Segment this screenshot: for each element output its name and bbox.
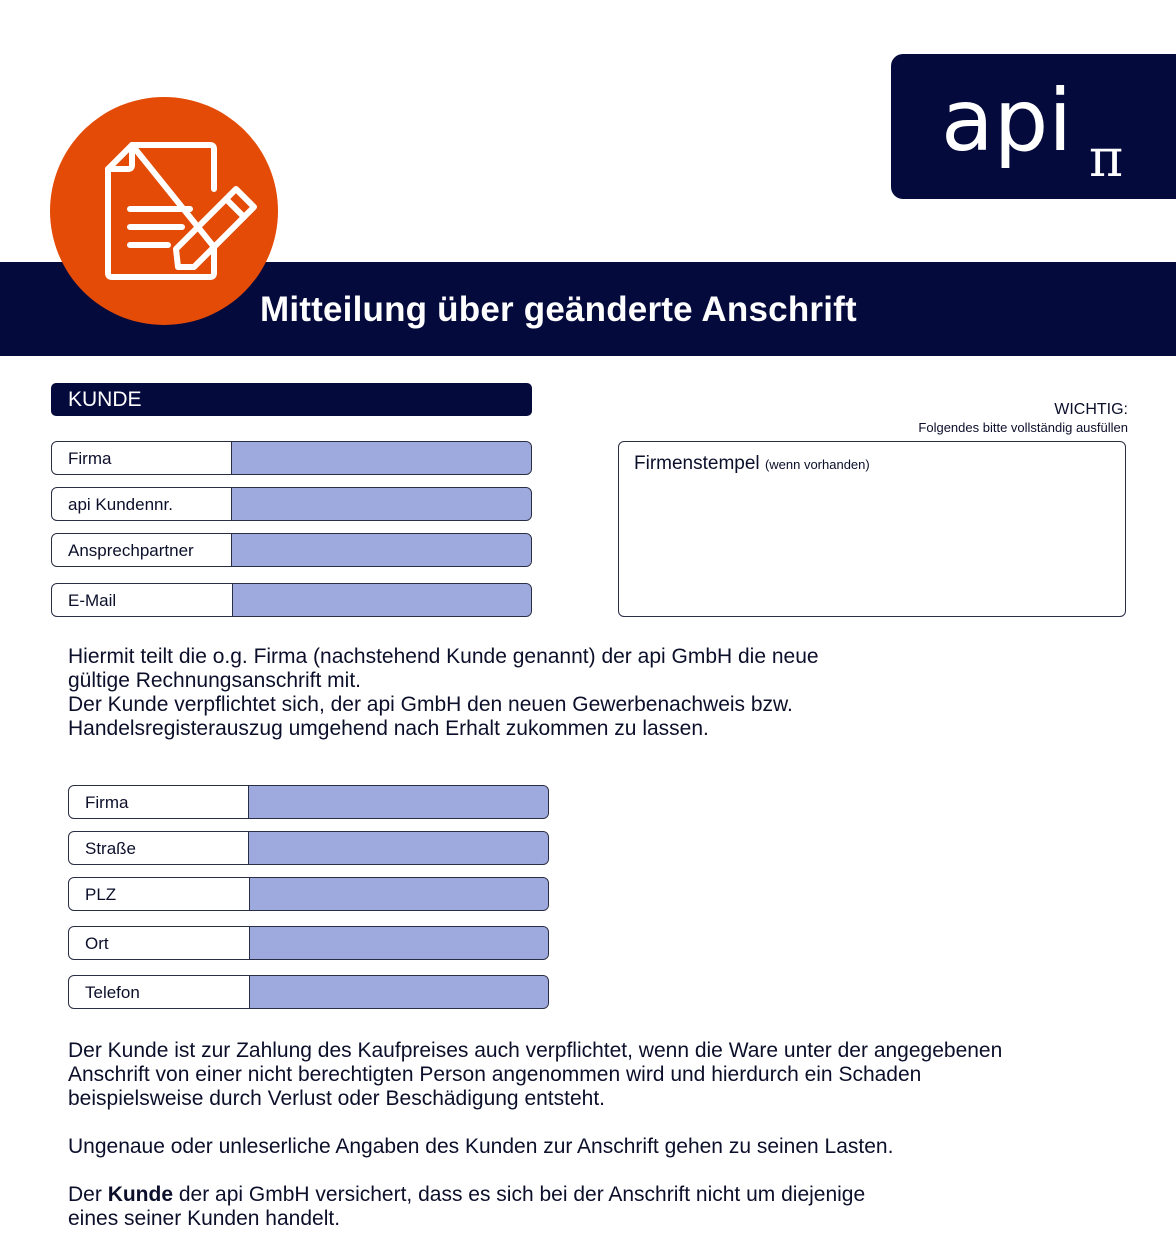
field-label: E-Mail: [68, 591, 117, 610]
city-field: [68, 926, 549, 960]
important-note: Folgendes bitte vollständig ausfüllen: [918, 420, 1128, 435]
address-firma-field: [68, 785, 549, 819]
stamp-title: Firmenstempel: [634, 453, 760, 474]
customer-number-input[interactable]: [231, 487, 532, 521]
customer-firma-field: [51, 441, 532, 475]
intro-line: Handelsregisterauszug umgehend nach Erhalt zukommen zu lassen.: [68, 717, 709, 740]
terms-line: eines seiner Kunden handelt.: [68, 1207, 341, 1230]
email-field: [51, 583, 532, 617]
terms-paragraph-3: [68, 1183, 865, 1231]
phone-field: [68, 975, 549, 1009]
intro-line: gültige Rechnungsanschrift mit.: [68, 669, 361, 692]
api-logo: [891, 54, 1176, 199]
stamp-label: [634, 453, 870, 475]
intro-line: Der Kunde verpflichtet sich, der api GmbH den neuen Gewerbenachweis bzw.: [68, 693, 793, 716]
company-stamp-box[interactable]: [618, 441, 1126, 617]
field-label: Firma: [85, 793, 129, 812]
logo-symbol: π: [1089, 129, 1124, 189]
page-title: Mitteilung über geänderte Anschrift: [260, 290, 857, 329]
terms-bold-text: Kunde: [107, 1183, 174, 1206]
terms-line: beispielsweise durch Verlust oder Beschädigung entsteht.: [68, 1087, 605, 1110]
terms-paragraph-2: Ungenaue oder unleserliche Angaben des Kunden zur Anschrift gehen zu seinen Lasten.: [68, 1135, 894, 1158]
contact-person-input[interactable]: [231, 533, 532, 567]
terms-line: [68, 1183, 865, 1207]
customer-firma-input[interactable]: [231, 441, 532, 475]
field-label: Straße: [85, 839, 137, 858]
field-label: api Kundennr.: [68, 495, 173, 514]
field-label: PLZ: [85, 885, 117, 904]
stamp-hint: (wenn vorhanden): [764, 457, 870, 472]
field-label: Telefon: [85, 983, 140, 1002]
intro-paragraph: [68, 645, 819, 741]
street-field: [68, 831, 549, 865]
customer-number-field: [51, 487, 532, 521]
document-edit-icon: [50, 97, 278, 325]
intro-line: Hiermit teilt die o.g. Firma (nachstehend Kunde genannt) der api GmbH die neue: [68, 645, 819, 668]
field-label: Ansprechpartner: [68, 541, 194, 560]
email-input[interactable]: [232, 583, 532, 617]
important-label: WICHTIG:: [1054, 401, 1128, 418]
terms-text: der api GmbH versichert, dass es sich bei der Anschrift nicht um diejenige: [173, 1183, 866, 1206]
city-input[interactable]: [249, 926, 549, 960]
section-title: KUNDE: [68, 388, 142, 411]
terms-line: Anschrift von einer nicht berechtigten Person angenommen wird und hierdurch ein Schaden: [68, 1063, 922, 1086]
terms-line: Der Kunde ist zur Zahlung des Kaufpreises auch verpflichtet, wenn die Ware unter der angegebenen: [68, 1039, 1003, 1062]
zip-field: [68, 877, 549, 911]
terms-text: Der: [68, 1183, 108, 1206]
street-input[interactable]: [248, 831, 549, 865]
contact-person-field: [51, 533, 532, 567]
terms-paragraph-1: [68, 1039, 1002, 1111]
zip-input[interactable]: [249, 877, 549, 911]
logo-text: api: [941, 71, 1073, 171]
field-label: Firma: [68, 449, 112, 468]
section-header-kunde: [51, 383, 532, 416]
address-firma-input[interactable]: [248, 785, 549, 819]
phone-input[interactable]: [249, 975, 549, 1009]
field-label: Ort: [85, 934, 109, 953]
